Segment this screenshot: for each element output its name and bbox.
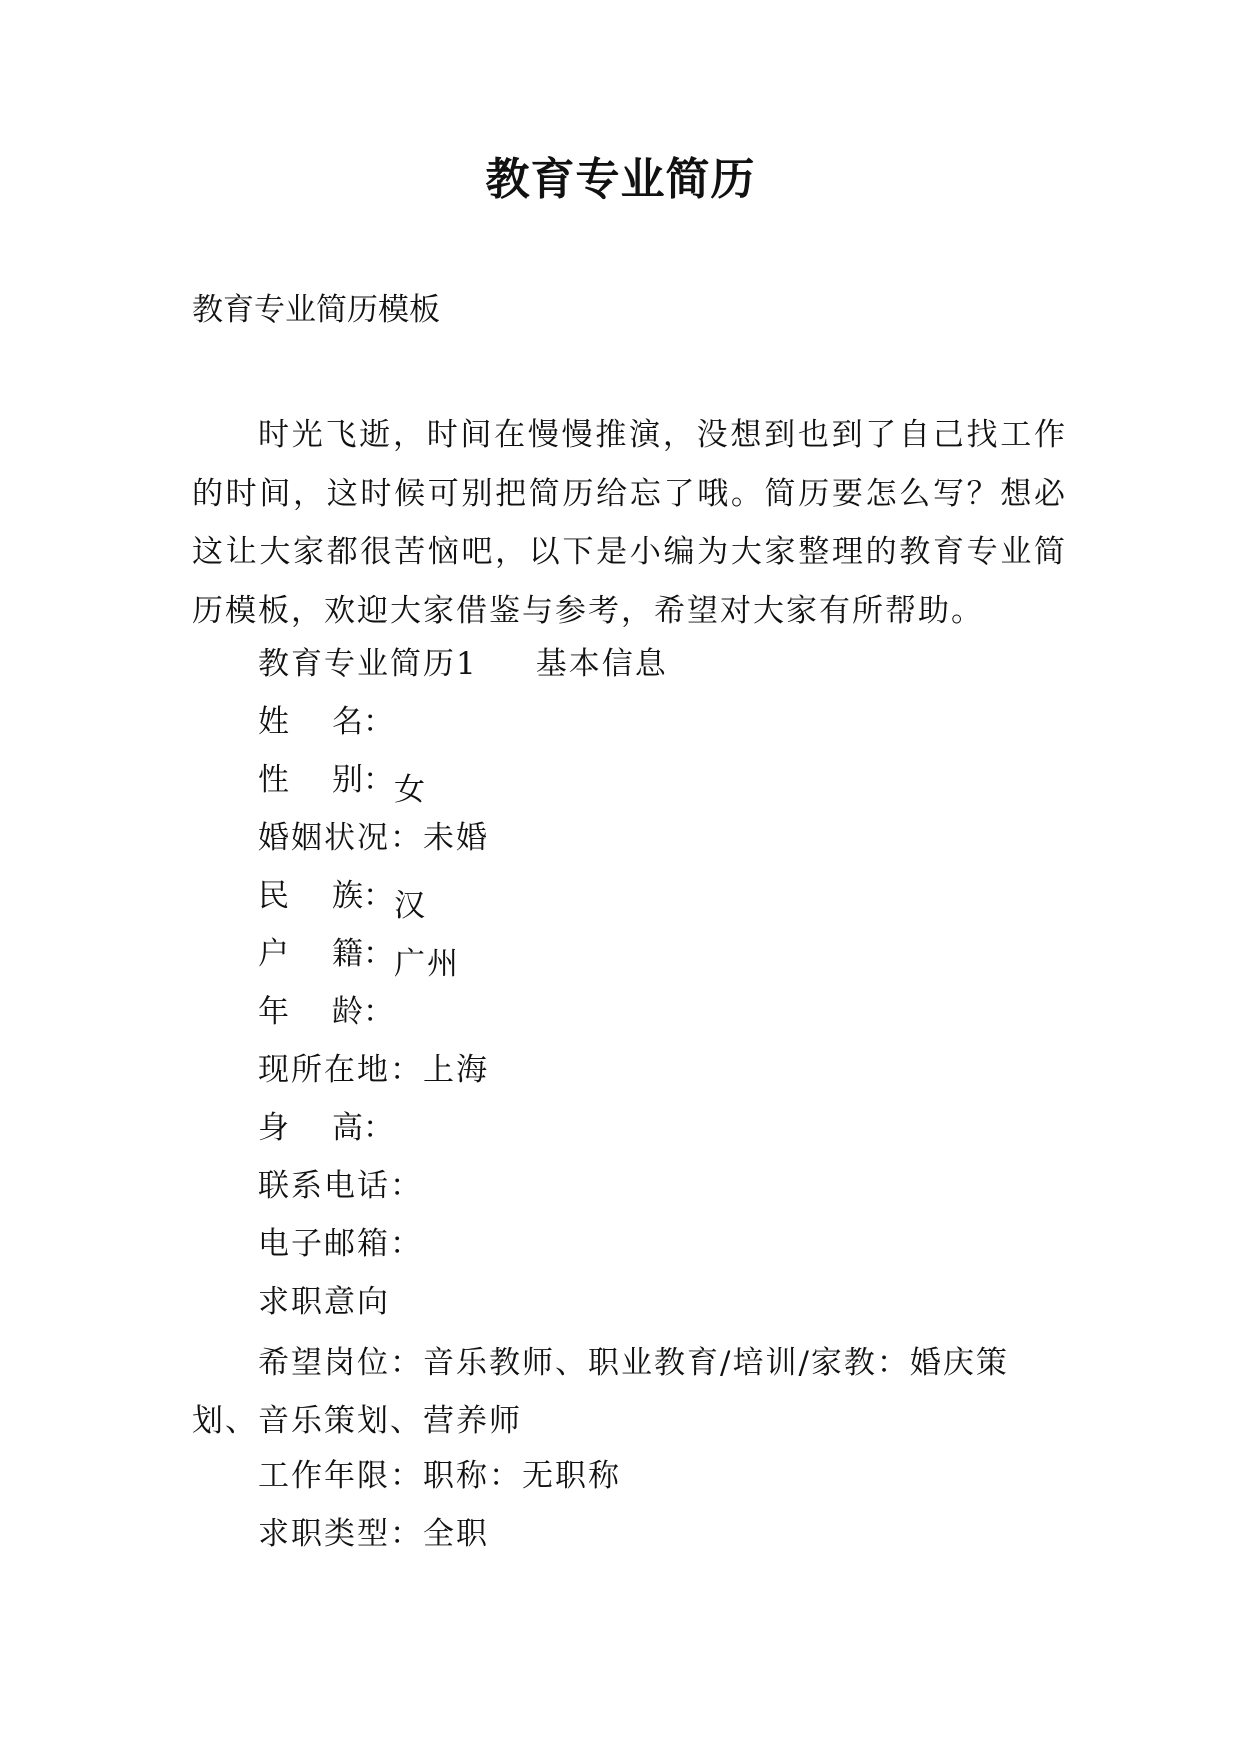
field-job-type-value: 全职 — [423, 1516, 489, 1552]
field-marital-label: 婚姻状况： — [258, 820, 423, 856]
resume-heading-line — [258, 644, 668, 684]
section-basic-info: 基本信息 — [535, 646, 668, 682]
field-desired-position — [192, 1334, 1072, 1450]
field-ethnicity-label-b: 族： — [332, 878, 394, 914]
field-gender-label-b: 别： — [332, 762, 394, 798]
field-email-label: 电子邮箱： — [258, 1226, 423, 1262]
field-height-label-a: 身 — [258, 1110, 289, 1146]
field-hukou-label-a: 户 — [258, 936, 289, 972]
field-work-years — [258, 1456, 621, 1496]
field-phone — [258, 1166, 423, 1206]
intro-paragraph: 时光飞逝，时间在慢慢推演，没想到也到了自己找工作的时间，这时候可别把简历给忘了哦。简历要怎么写？想必这让大家都很苦恼吧，以下是小编为大家整理的教育专业简历模板，欢迎大家借鉴与参考，希望对大家有所帮助。 — [192, 417, 1067, 629]
field-desired-position-label: 希望岗位： — [258, 1345, 423, 1381]
field-job-type-label: 求职类型： — [258, 1516, 423, 1552]
field-name-label-b: 名： — [332, 704, 394, 740]
field-gender-value: 女 — [394, 772, 427, 808]
field-hukou — [258, 934, 460, 984]
field-job-type — [258, 1514, 489, 1554]
field-desired-position-value: 音乐教师、职业教育/培训/家教：婚庆策划、音乐策划、营养师 — [192, 1345, 1009, 1439]
field-hukou-value: 广州 — [394, 946, 460, 982]
field-ethnicity-value: 汉 — [394, 888, 427, 924]
field-hukou-label-b: 籍： — [332, 936, 394, 972]
field-work-years-value: 职称：无职称 — [423, 1458, 621, 1494]
field-work-years-label: 工作年限： — [258, 1458, 423, 1494]
field-height-label-b: 高： — [332, 1110, 394, 1146]
field-gender — [258, 760, 427, 810]
field-name — [258, 702, 394, 752]
field-location-value: 上海 — [423, 1052, 489, 1088]
field-location — [258, 1050, 489, 1090]
field-marital — [258, 818, 489, 858]
field-phone-label: 联系电话： — [258, 1168, 423, 1204]
field-age-label-b: 龄： — [332, 994, 394, 1030]
field-location-label: 现所在地： — [258, 1052, 423, 1088]
field-ethnicity-label-a: 民 — [258, 878, 289, 914]
field-ethnicity — [258, 876, 427, 926]
field-marital-value: 未婚 — [423, 820, 489, 856]
field-gender-label-a: 性 — [258, 762, 289, 798]
document-title: 教育专业简历 — [485, 154, 756, 205]
document-subtitle: 教育专业简历模板 — [192, 292, 440, 328]
section-job-intent — [258, 1282, 390, 1322]
section-job-intent-label: 求职意向 — [258, 1284, 390, 1320]
field-age — [258, 992, 394, 1042]
field-height — [258, 1108, 394, 1158]
field-email — [258, 1224, 423, 1264]
field-age-label-a: 年 — [258, 994, 289, 1030]
field-name-label-a: 姓 — [258, 704, 289, 740]
resume-heading: 教育专业简历1 — [258, 646, 478, 682]
